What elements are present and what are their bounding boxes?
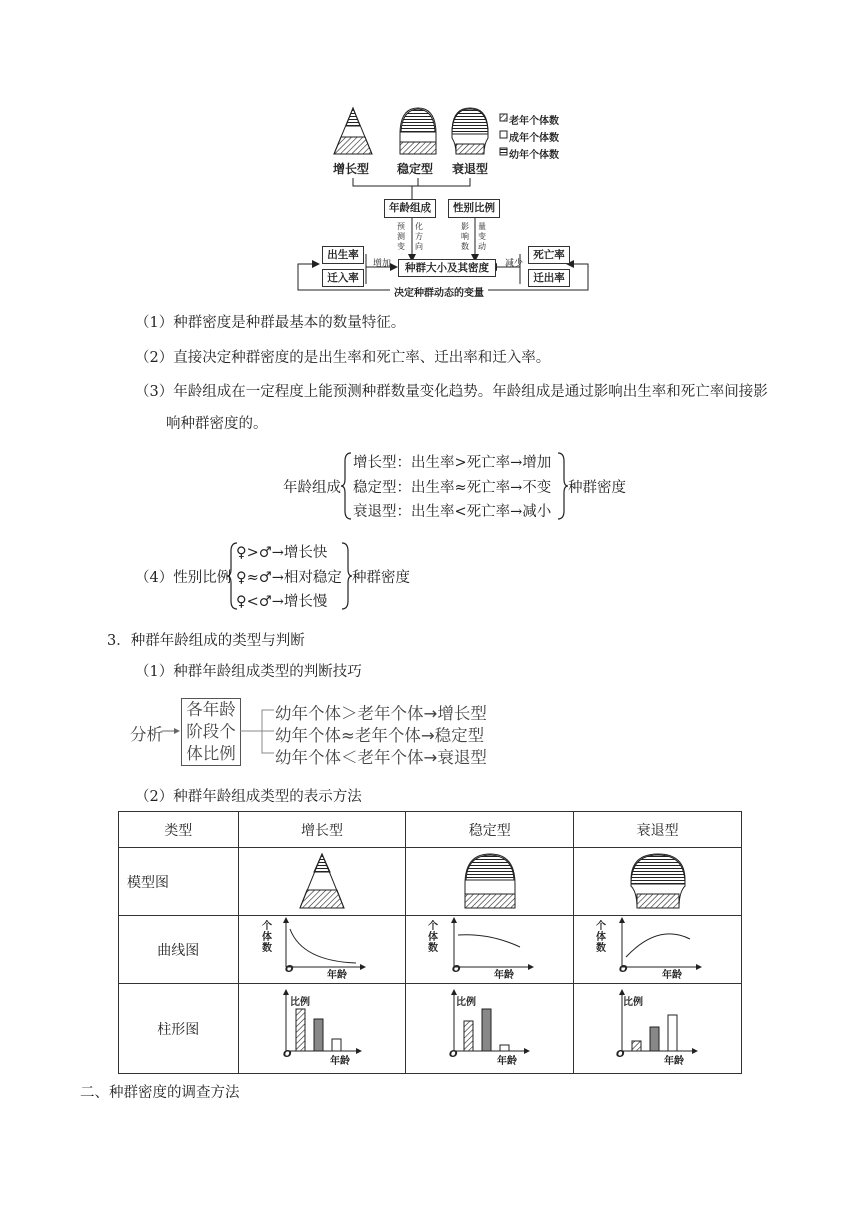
branch-bracket-icon <box>240 700 276 766</box>
bar-origin-2: O <box>449 1049 458 1060</box>
age-proportion-box <box>181 698 241 766</box>
model-stable-cell <box>406 848 574 916</box>
declining-pyramid-icon <box>623 850 693 910</box>
sex-row-1: ♀>♂→增长快 <box>236 545 328 561</box>
section3-title: 3．种群年龄组成的类型与判断 <box>107 633 305 649</box>
model-growth-cell <box>238 848 406 916</box>
row-model: 模型图 <box>119 848 239 916</box>
curve-decline-icon <box>598 917 718 979</box>
section3-sub2: （2）种群年龄组成类型的表示方法 <box>135 789 362 805</box>
stable-pyramid-icon <box>455 850 525 910</box>
curve-origin-3: O <box>619 964 628 975</box>
bar-origin-1: O <box>283 1049 292 1060</box>
rule-growth: 幼年个体＞老年个体→增长型 <box>275 704 487 723</box>
th-growth: 增长型 <box>238 812 406 848</box>
label-increase: 增加 <box>373 259 392 269</box>
growth-pyramid-icon <box>334 108 372 154</box>
box-age-composition: 年龄组成 <box>384 199 436 218</box>
curve-xlabel-1: 年龄 <box>327 970 347 981</box>
curve-ylabel-2: 个体数 <box>428 921 438 954</box>
box-population-density: 种群大小及其密度 <box>398 259 496 277</box>
bar-stable-cell <box>406 984 574 1074</box>
bar-ylabel-2: 比例 <box>456 997 476 1008</box>
box-death-rate: 死亡率 <box>528 246 570 264</box>
box-sex-ratio: 性别比例 <box>448 199 500 218</box>
right-brace-icon <box>556 451 568 521</box>
sex-brace-left: （4）性别比例 <box>135 570 232 586</box>
box-line-1: 各年龄 <box>186 700 236 719</box>
label-change-direction: 化方向 <box>415 222 423 251</box>
curve-ylabel-1: 个体数 <box>262 921 272 954</box>
age-row-growth: 增长型：出生率>死亡率→增加 <box>353 455 552 471</box>
label-growth: 增长型 <box>333 162 370 176</box>
age-row-decline: 衰退型：出生率<死亡率→减小 <box>353 504 552 520</box>
section-heading: 二、种群密度的调查方法 <box>80 1085 240 1101</box>
age-brace-right: 种群密度 <box>568 480 626 496</box>
curve-origin-1: O <box>285 964 294 975</box>
legend-young: 幼年个体数 <box>509 150 559 161</box>
label-quantity-change: 量变动 <box>478 222 486 251</box>
box-line-3: 体比例 <box>186 744 236 763</box>
sex-row-2: ♀≈♂→相对稳定 <box>236 570 342 586</box>
row-bar: 柱形图 <box>119 984 239 1074</box>
bar-xlabel-1: 年龄 <box>330 1056 350 1067</box>
label-decrease: 减少 <box>505 259 524 269</box>
th-stable: 稳定型 <box>406 812 574 848</box>
legend-adult: 成年个体数 <box>509 133 559 144</box>
left-brace-icon <box>341 451 353 521</box>
label-affect: 影响数 <box>461 222 469 251</box>
section3-sub1: （1）种群年龄组成类型的判断技巧 <box>135 664 362 680</box>
right-brace-icon <box>340 541 352 611</box>
bar-xlabel-3: 年龄 <box>664 1056 684 1067</box>
bar-ylabel-3: 比例 <box>623 997 643 1008</box>
th-type: 类型 <box>119 812 239 848</box>
bar-ylabel-1: 比例 <box>290 997 310 1008</box>
label-dynamic-variables: 决定种群动态的变量 <box>390 284 488 299</box>
legend-old: 老年个体数 <box>509 116 559 127</box>
analysis-label: 分析 <box>130 725 163 744</box>
rule-decline: 幼年个体＜老年个体→衰退型 <box>275 748 487 767</box>
growth-pyramid-icon <box>292 850 352 910</box>
curve-xlabel-3: 年龄 <box>662 970 682 981</box>
declining-pyramid-icon <box>452 108 488 154</box>
stable-pyramid-icon <box>400 108 436 154</box>
label-predict: 预测变 <box>397 222 405 251</box>
age-row-stable: 稳定型：出生率≈死亡率→不变 <box>353 480 552 496</box>
curve-origin-2: O <box>452 964 461 975</box>
rule-stable: 幼年个体≈老年个体→稳定型 <box>275 726 485 745</box>
sex-brace-right: 种群密度 <box>352 570 410 586</box>
th-decline: 衰退型 <box>574 812 742 848</box>
label-stable: 稳定型 <box>397 162 434 176</box>
box-emigration-rate: 迁出率 <box>528 269 570 287</box>
row-curve: 曲线图 <box>119 916 239 984</box>
sex-row-3: ♀<♂→增长慢 <box>236 594 328 610</box>
box-birth-rate: 出生率 <box>322 246 364 264</box>
curve-xlabel-2: 年龄 <box>494 970 514 981</box>
bar-growth-icon <box>262 987 382 1067</box>
bar-decline-cell <box>574 984 742 1074</box>
legend <box>500 114 507 155</box>
box-line-2: 阶段个 <box>186 722 236 741</box>
curve-stable-icon <box>430 917 550 979</box>
box-immigration-rate: 迁入率 <box>322 269 364 287</box>
bar-growth-cell <box>238 984 406 1074</box>
point-2: （2）直接决定种群密度的是出生率和死亡率、迁出率和迁入率。 <box>135 350 551 366</box>
bar-xlabel-2: 年龄 <box>497 1056 517 1067</box>
bar-origin-3: O <box>616 1049 625 1060</box>
bar-stable-icon <box>430 987 550 1067</box>
curve-ylabel-3: 个体数 <box>596 921 606 954</box>
curve-growth-icon <box>262 917 382 979</box>
point-3-cont: 响种群密度的。 <box>166 416 268 432</box>
label-declining: 衰退型 <box>452 162 489 176</box>
model-decline-cell <box>574 848 742 916</box>
age-brace-left: 年龄组成 <box>283 480 341 496</box>
point-1: （1）种群密度是种群最基本的数量特征。 <box>135 315 406 331</box>
point-3: （3）年龄组成在一定程度上能预测种群数量变化趋势。年龄组成是通过影响出生率和死亡率间接影 <box>135 384 768 400</box>
